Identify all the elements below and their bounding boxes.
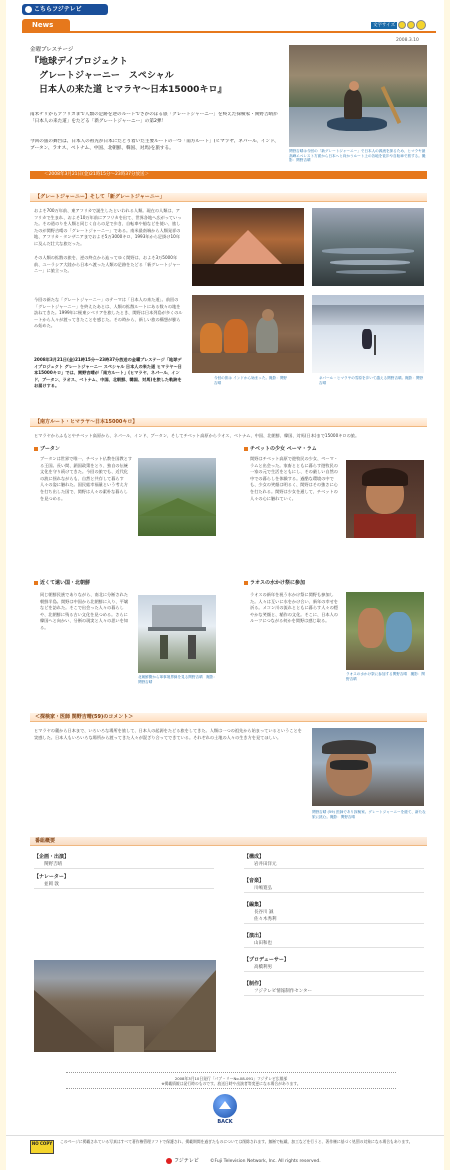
copyright: ©Fuji Television Network, Inc. All rights reserved. — [210, 1159, 321, 1164]
back-label: BACK — [217, 1119, 233, 1125]
bullet-icon — [34, 447, 38, 451]
footer-line2: ※掲載情報は発行時のものです。放送日時や出演者等変更になる場合があります。 — [161, 1081, 301, 1086]
footer-rule — [66, 1072, 396, 1073]
credit-name: 関野吉晴 — [34, 861, 214, 869]
fuji-logo-text: フジテレビ — [174, 1158, 199, 1164]
logo-home-icon — [25, 6, 32, 13]
laos-image — [346, 592, 424, 670]
bhutan-text: ブータンは世界で唯一、チベット仏教を国教とする王国。長い間、鎖国政策をとり、独自の伝統文化を守り続けてきた。今回の旅でも、近代化の波に揺れながらも、自然と共存して暮らす人々の姿に触れた。国民総幸福量という考え方を打ち出した国で、関野は人々の素朴な暮らしを見つめる。 — [40, 456, 132, 501]
bhutan-heading — [34, 446, 60, 453]
nk-heading-text: 近くて遠い国・北朝鮮 — [40, 580, 91, 586]
mountain-sunset-image — [192, 208, 304, 286]
laos-text: ラオスの新年を祝う水かけ祭に関野も参加した。人々は互いに水をかけ合い、新年の幸せを祈る。メコン川の流れとともに暮らす人々の穏やかな笑顔と、稲作の文化。そこに、日本人のルーツにつながる何かを関野は感じ取る。 — [250, 592, 338, 624]
section1-para2: その人類の拡散の旅を、逆の終点から辿ってゆく関野は、およそ3万5000年前、ユーラシア大陸から日本へ渡った人類の足跡をたどる「新グレートジャーニー」に旅立った。 — [34, 255, 181, 274]
credit-label: 【演出】 — [244, 933, 265, 939]
fuji-logo[interactable] — [166, 1157, 208, 1165]
site-header — [6, 0, 444, 32]
credit-name: フジテレビ情報制作センター — [244, 988, 424, 996]
nk-heading — [34, 580, 90, 587]
back-arrow-icon — [213, 1094, 237, 1118]
lead-paragraph-2: 今回の旅の舞台は、日本人の祖先が日本にたどり着いた主要ルートの一つ「南方ルート」(ヒマラヤ、ネパール、インド、ブータン、ラオス、ベトナム、中国、北朝鮮、韓国、対馬)を旅する。 — [30, 139, 279, 151]
fuji-eye-icon — [166, 1158, 172, 1164]
article-date: 2008.3.10 — [396, 38, 419, 43]
font-large-icon[interactable] — [416, 20, 426, 30]
credit-name: 山田和也 — [244, 940, 424, 948]
terraces-image — [312, 208, 424, 286]
title-line1: 『地球デイプロジェクト — [30, 57, 128, 67]
bullet-icon — [34, 581, 38, 585]
tibet-text: 関野はチベット高原で遊牧民の少女、ペーマ・ラムと出会った。家畜とともに暮らす遊牧民の一家の元で生活をともにし、その厳しい自然の中での暮らしを体験する。過酷な環境の中でも、少女の笑顔は明るく、関野はその強さに心を打たれる。関野は少女を通して、チベットの人々の心に触れていく。 — [250, 456, 338, 501]
credit-label: 【制作】 — [244, 981, 265, 987]
indians-caption: 今回の旅は インドから始まった。撮影：関野吉晴 — [214, 376, 288, 385]
logo-text: こちらフジテレビ — [34, 6, 82, 13]
bhutan-image — [138, 458, 216, 536]
credit-name: 川嶋寛弘 — [244, 885, 424, 893]
font-size-label: 文字サイズ — [373, 23, 396, 28]
tibet-girl-image — [346, 460, 424, 538]
header-bar — [22, 31, 436, 33]
back-button[interactable] — [212, 1094, 238, 1127]
broadcast-text: ＜2008年3月21日(金)21時15分～23時37分放送＞ — [44, 172, 149, 177]
font-small-icon[interactable] — [398, 21, 406, 29]
indian-monks-image — [192, 295, 304, 373]
section1-title: 【グレートジャーニー】そして「新グレートジャーニー」 — [35, 194, 165, 200]
tibet-heading — [244, 446, 317, 453]
nk-caption: 北朝鮮側から軍事境界線を見る関野吉晴 撮影：関野吉晴 — [138, 675, 218, 684]
font-medium-icon[interactable] — [407, 21, 415, 29]
tibet-heading-text: チベットの少女 ペーマ・ラム — [250, 446, 317, 452]
hero-image — [289, 45, 427, 147]
section1-para3: 今回の新たな「グレートジャーニー」のテーマは「日本人の来た道」。前回の「グレートジャーニー」を終えたあとは、人類の拡散ルートにある数々の地を訪ねてきた。1999年に極東シベリアを旅したとき、関野は日本列島が多くのルートから人々が渡ってきたことを感じた。その時から、新しい旅の構想が膨らみ始めた。 — [34, 297, 183, 329]
hero-caption: 関野吉晴は今回の「新グレートジャーニー」で日本人の源流を探るため、ヒマラヤ最高峰エベレスト方面から日本へと向かうルート上の各地を徒歩や自転車で旅する。撮影：関野吉晴 — [289, 149, 426, 163]
credit-label: 【ナレーター】 — [34, 874, 69, 880]
laos-heading — [244, 580, 305, 587]
series-label: 金曜プレステージ — [30, 47, 74, 53]
credit-name: 岩井田洋元 — [244, 861, 424, 869]
page-frame — [6, 0, 444, 1170]
credit-label: 【企画・出演】 — [34, 854, 70, 860]
laos-heading-text: ラオスの水かけ祭に参加 — [250, 580, 305, 586]
comment-text: ヒマラヤの麓から日本まで、いろいろな場所を旅して、日本人の起源をたどる旅をしてきた。人類は一つの祖先から始まっているということを実感した。日本人もいろいろな場所から渡ってきた人々が混ざり合ってできている。それぞれの土地の人々の生き方を見てほしい。 — [34, 728, 302, 740]
north-korea-image — [138, 595, 216, 673]
laos-caption: ラオスの水かけ祭に参加する関野吉晴 撮影：関野吉晴 — [346, 672, 426, 681]
section2-intro: ヒマラヤからふもとやチベット高原から、ネパール、インド、ブータン、そしてチベット高原からラオス、ベトナム、中国、北朝鮮、韓国、対馬(日本)まで15000キロの旅。 — [34, 433, 360, 438]
logo-button[interactable] — [22, 4, 108, 15]
credit-name: 佐々木秀利 — [244, 916, 424, 924]
footer-rule-2 — [66, 1088, 396, 1089]
credit-label: 【構成】 — [244, 854, 265, 860]
section1-para1: およそ700万年前、東アフリカで誕生したといわれる人類。現在の人類は、アフリカで生まれ、およそ10万年前にアフリカを出て、世界各地へ広がっていった。その道のりを人類と同じく自らの足で歩き、自転車や船などを使い、旅したのが関野吉晴の「グレートジャーニー」である。南米最南端から人類発祥の地、アフリカ・タンザニアまでおよそ5万3000キロ、1993年から足掛け10年に及んだ壮大な旅だった。 — [34, 208, 182, 246]
comment-header — [30, 713, 427, 722]
credits-header — [30, 837, 427, 846]
footer-line1: 2008年3月10日発行「パブ・リーNo.08-091」フジテレビ広報部 — [174, 1076, 288, 1081]
title-line3: 日本人の来た道 ヒマラヤ～日本15000キロ』 — [39, 85, 227, 95]
title-line2: グレートジャーニー スペシャル — [39, 71, 174, 81]
comment-caption: 関野吉晴 (59) 医師であり探検家。グレートジャーニーを経て、新たな旅に挑む。撮影：関野吉晴 — [312, 810, 426, 819]
broadcast-bar — [30, 171, 427, 179]
credit-label: 【音楽】 — [244, 878, 265, 884]
credit-name: 長谷川 誠 — [254, 910, 274, 915]
bullet-icon — [244, 581, 248, 585]
section2-header — [30, 418, 427, 427]
section1-para4: 2008年3月21日(金)21時15分～23時37分放送の金曜プレステージ「地球デイプロジェクト グレートジャーニー スペシャル 日本人の来た道 ヒマラヤ～日本15000キロ」では、関野吉晴が「南方ルート」(ヒマラヤ、ネパール、インド、ブータン、ラオス、ベトナム、中国、北朝鮮、韓国、対馬)を旅した軌跡をお届けする。 — [34, 357, 182, 389]
credit-label: 【プロデューサー】 — [244, 957, 289, 963]
lead-paragraph-1: 南米チリからアフリカまで人類の足跡を逆のルートでさかのぼる旅「グレートジャーニー」を終えた探検家・関野吉晴が「日本人の来た道」をたどる「新グレートジャーニー」の第2弾！ — [30, 112, 278, 124]
section2-title: 【南方ルート・ヒマラヤ～日本15000キロ】 — [35, 419, 138, 425]
section1-header — [30, 193, 427, 202]
bullet-icon — [244, 447, 248, 451]
no-copy-icon: NO COPY — [30, 1140, 54, 1154]
bhutan-heading-text: ブータン — [40, 446, 60, 452]
credit-label: 【編集】 — [244, 902, 265, 908]
canyon-image — [34, 960, 216, 1052]
credits-left — [34, 853, 214, 893]
sekino-portrait-image — [312, 728, 424, 806]
footer-notice: このページに掲載されている写真はすべて著作権管理ソフトで保護され、掲載期間を過ぎたものについては削除されます。無断で転載、加工などを行うと、著作権に基づく処罰の対象になる場合もあります。 — [60, 1139, 413, 1144]
news-tab-label: News — [32, 21, 54, 29]
nk-text: 同じ朝鮮民族でありながら、南北に分断された朝鮮半島。関野は中国から北朝鮮に入り、平壌などを訪れた。そこで出会った人々の暮らしや、北朝鮮に残る古い文化を見つめる。さらに韓国へと向かい、分断の現実と人々の思いを知る。 — [40, 592, 128, 630]
credit-name: 並岡 敦 — [34, 881, 214, 889]
credits-right — [244, 853, 424, 1103]
snow-caption: ネパール・ヒマラヤの雪原を歩いて越える関野吉晴。撮影：関野吉晴 — [319, 376, 424, 385]
news-tab[interactable] — [22, 19, 70, 31]
credit-name: 高橋利男 — [244, 964, 424, 972]
credits-title: 番組概要 — [35, 838, 56, 844]
comment-title: ＜探検家・医師 関野吉晴(59)のコメント＞ — [35, 714, 134, 720]
snow-trek-image — [312, 295, 424, 373]
